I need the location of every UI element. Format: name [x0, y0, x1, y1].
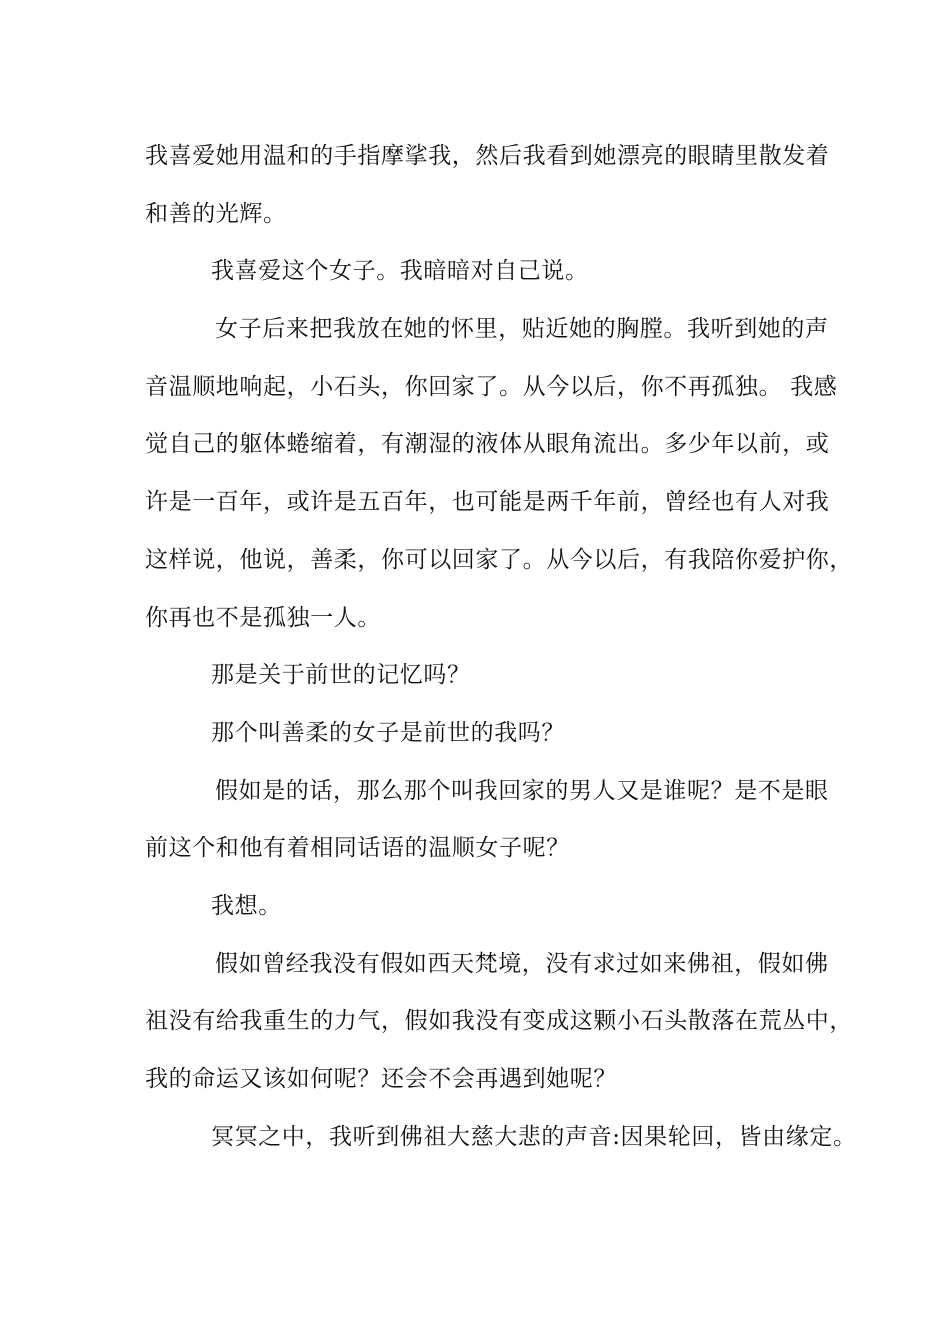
text-line: 冥冥之中，我听到佛祖大慈大悲的声音:因果轮回，皆由缘定。: [211, 1123, 857, 1150]
text-line: 女子后来把我放在她的怀里，贴近她的胸膛。我听到她的声: [215, 316, 829, 343]
text-line: 和善的光辉。: [145, 200, 287, 227]
text-line: 音温顺地响起，小石头，你回家了。从今以后，你不再孤独。 我感: [145, 373, 838, 400]
text-line: 许是一百年，或许是五百年，也可能是两千年前，曾经也有人对我: [145, 489, 830, 516]
text-line: 你再也不是孤独一人。: [145, 604, 381, 631]
text-line: 我喜爱她用温和的手指摩挲我，然后我看到她漂亮的眼睛里散发着: [145, 143, 830, 169]
text-line: 那个叫善柔的女子是前世的我吗？: [211, 719, 565, 746]
text-line: 假如曾经我没有假如西天梵境，没有求过如来佛祖，假如佛: [215, 950, 829, 977]
text-line: 那是关于前世的记忆吗？: [211, 662, 471, 689]
text-line: 祖没有给我重生的力气，假如我没有变成这颗小石头散落在荒丛中，: [145, 1008, 853, 1035]
text-line: 假如是的话，那么那个叫我回家的男人又是谁呢？是不是眼: [215, 777, 829, 804]
text-line: 前这个和他有着相同话语的温顺女子呢？: [145, 835, 570, 862]
text-line: 我的命运又该如何呢？还会不会再遇到她呢？: [145, 1066, 617, 1092]
text-line: 这样说，他说，善柔，你可以回家了。从今以后，有我陪你爱护你，: [145, 546, 853, 573]
text-line: 我想。: [211, 892, 282, 919]
body-text: [145, 128, 857, 1166]
text-line: 觉自己的躯体蜷缩着，有潮湿的液体从眼角流出。多少年以前，或: [145, 431, 830, 458]
text-line: 我喜爱这个女子。我暗暗对自己说。: [211, 258, 589, 285]
